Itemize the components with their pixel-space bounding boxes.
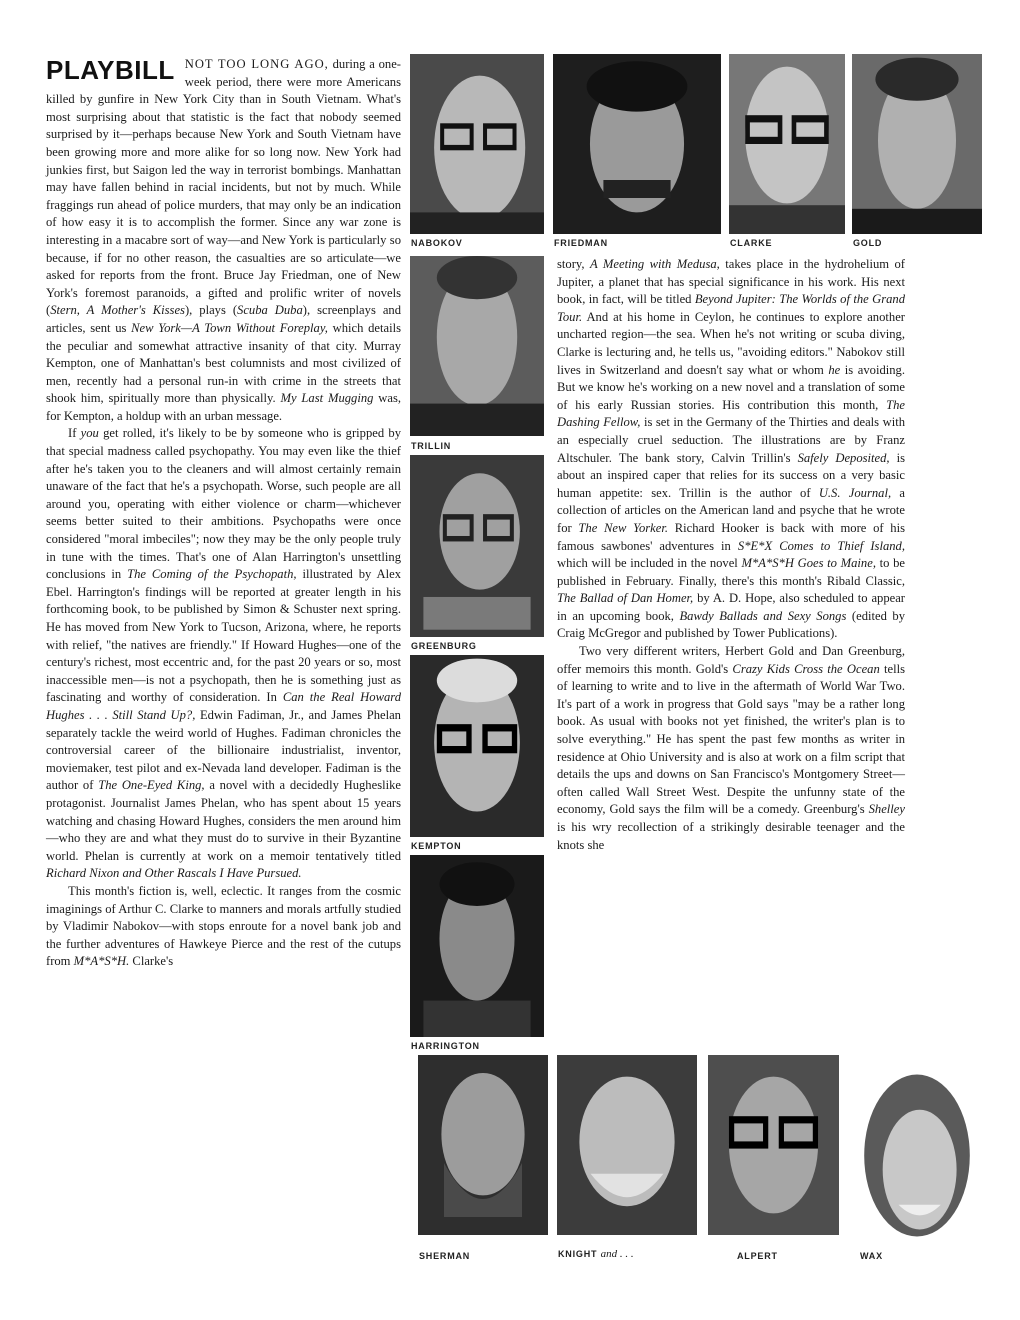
- text-run: And at his home in Ceylon, he continues to explore another uncharted region—the sea. When he's not writing or scuba diving, Clarke is lecturing and, he tells us, "avoiding editors." Nabokov still lives in Switzerland and doesn't say what or whom: [557, 309, 905, 377]
- text-run: is about an inspired caper that relies for its success on a very basic human appetite: sex. Trillin is the author of: [557, 450, 905, 500]
- caption-clarke: CLARKE: [730, 238, 773, 248]
- italic-title: M*A*S*H.: [73, 954, 130, 969]
- text-run: is his wry recollection of a strikingly desirable teenager and the knots she: [557, 820, 905, 852]
- left-column: [46, 56, 401, 971]
- caption-knight-name: KNIGHT: [558, 1249, 598, 1259]
- text-run: (edited by Craig McGregor and published by Tower Publications).: [557, 608, 905, 641]
- italic-title: The Ballad of Dan Homer,: [557, 591, 694, 606]
- text-run: tells of learning to write and to live in the aftermath of World War Two. It's part of a work in progress that Gold says "may be a rather long book. As usual with books not yet finished, the writer's plan is to solve everything." He has spent the past few months as writer in residence at Ohio University and is also at work on a film script that details the ups and downs on San Francisco's Montgomery Street—often called Wall Street West. Despite the unfunny state of the economy, Gold says the film will be a comedy. Greenburg's: [557, 661, 905, 817]
- italic-title: A Meeting with Medusa,: [589, 257, 720, 271]
- text-run: which will be included in the novel: [557, 556, 742, 571]
- photo-wax: [851, 1064, 983, 1240]
- text-run: Two very different writers, Herbert Gold and Dan Greenburg, offer memoirs this month. Gold's: [557, 644, 905, 676]
- italic-title: Bawdy Ballads and Sexy Songs: [679, 608, 847, 623]
- photo-nabokov: [410, 54, 544, 234]
- text-run: Edwin Fadiman, Jr., and James Phelan separately tackle the weird world of Hughes. Fadiman chronicles the controversial career of the billionaire industrialist, inventor, moviemaker, test pilot and ex-Nevada land developer. Fadiman is the author of: [46, 707, 401, 793]
- caption-knight: [558, 1248, 634, 1260]
- photo-friedman: [553, 54, 721, 234]
- text-run: get rolled, it's likely to be by someone who is gripped by that special madness called psychopathy. You may even like the thief after he's taken you to the cleaners and will almost certainly remain unaware of the fact that he's a psychopath. Worse, such people are all around you, operating with either violence or charm—whichever seems better suited to their ambitions. Psychopaths were once considered "moral imbeciles"; now they may be the only people truly in tune with the times. That's one of Alan Harrington's unsettling conclusions in: [46, 426, 401, 582]
- right-column: [557, 256, 905, 854]
- text-run: takes place in the hydrohelium of Jupiter, a planet that has special significance in his work. His next book, in fact, will be titled: [557, 257, 905, 307]
- masthead: PLAYBILL: [46, 55, 175, 85]
- text-run: which details the peculiar and somewhat attractive insanity of that city. Murray Kempton, one of Manhattan's best columnists and most civilized of men, recently had a personal run-in with crime in the streets that shook him, spiritually more than physically.: [46, 320, 401, 406]
- text-run: This month's fiction is, well, eclectic. It ranges from the cosmic imaginings of Arthur C. Clarke to manners and morals artfully studied by Vladimir Nabokov—with stops enroute for a novel bank job and the further adventures of Hawkeye Pierce and the rest of the cutups from: [46, 883, 401, 969]
- caption-trillin: TRILLIN: [411, 441, 452, 451]
- caption-gold: GOLD: [853, 238, 883, 248]
- caption-harrington: HARRINGTON: [411, 1041, 480, 1051]
- italic-title: Scuba Duba: [237, 303, 303, 318]
- photo-knight: [557, 1055, 697, 1235]
- text-run: to be published in February. Finally, there's this month's Ribald Classic,: [557, 556, 905, 588]
- text-run: ), screenplays and articles, sent us: [46, 303, 401, 335]
- text-run: illustrated by Alex Ebel. Harrington's findings will be reported at greater length in his forthcoming book, to be published by Simon & Schuster next spring. He has moved from New York to Tucson, Arizona, where, he reports with relief, "the natives are friendly." If Howard Hughes—one of the century's richest, most eccentric and, for the past 20 years or so, most inaccessible men—is not a psychopath, then he is something just as fascinating and worthy of consideration. In: [46, 567, 402, 705]
- caption-kempton: KEMPTON: [411, 841, 462, 851]
- italic-title: Can the Real Howard Hughes . . . Still Stand Up?,: [46, 690, 401, 722]
- photo-trillin: [410, 256, 544, 436]
- text-run: story,: [557, 257, 590, 271]
- italic-title: New York—A Town Without Foreplay,: [131, 320, 328, 335]
- text-run: is avoiding. But we know he's working on a new novel and a translation of some of his early Russian stories. His contribution this month,: [557, 362, 905, 412]
- italic-title: you: [80, 426, 99, 441]
- photo-clarke: [729, 54, 845, 234]
- photo-gold: [852, 54, 982, 234]
- italic-title: S*E*X Comes to Thief Island,: [737, 538, 905, 553]
- italic-title: My Last Mugging: [280, 391, 374, 406]
- italic-title: Richard Nixon and Other Rascals I Have Pursued.: [46, 866, 302, 881]
- text-run: during a one-week period, there were more Americans killed by gunfire in New York City than in South Vietnam. What's most surprising about that statistic is the fact that nobody seemed surprised by it—perhaps because New York and South Vietnam have been growing more and more alike for so long now. New York had junkies first, but Saigon led the way in terrorist bombings. Manhattan may have fallen behind in racial incidents, but not by much. While fraggings run ahead of police murders, that may only be an indication of how easy it is to accomplish the former. Since any war zone is interesting in a macabre sort of way—and New York is particularly so because, if for no other reason, the casualties are so articulate—we asked for reports from the front. Bruce Jay Friedman, one of New York's foremost paranoids, a gifted and prolific writer of novels (: [46, 57, 401, 318]
- text-run: a novel with a decidedly Hugheslike protagonist. Journalist James Phelan, who has spent about 15 years watching and chasing Howard Hughes, considers the men around him—who they are and what they must do to survive in their Byzantine world. Phelan is currently at work on a memoir tentatively titled: [46, 778, 401, 863]
- caption-greenburg: GREENBURG: [411, 641, 477, 651]
- italic-title: Safely Deposited,: [797, 450, 890, 465]
- italic-title: Stern, A Mother's Kisses: [50, 303, 185, 318]
- italic-title: M*A*S*H Goes to Maine,: [741, 556, 876, 571]
- photo-harrington: [410, 855, 544, 1037]
- caption-friedman: FRIEDMAN: [554, 238, 608, 248]
- text-run: by A. D. Hope, also scheduled to appear in an upcoming book,: [557, 591, 905, 623]
- lead-in: NOT TOO LONG AGO,: [184, 57, 329, 71]
- text-run: If: [68, 426, 81, 441]
- text-run: is set in the Germany of the Thirties and deals with an especially cruel seduction. The illustrations are by Franz Altschuler. The bank story, Calvin Trillin's: [557, 415, 905, 465]
- italic-title: Shelley: [868, 802, 905, 817]
- caption-knight-and: and . . .: [600, 1248, 634, 1260]
- italic-title: The New Yorker.: [578, 520, 668, 535]
- paragraph-4: [557, 256, 905, 643]
- photo-alpert: [708, 1055, 839, 1235]
- italic-title: The Dashing Fellow,: [557, 397, 905, 430]
- paragraph-1: [46, 56, 401, 425]
- photo-sherman: [418, 1055, 548, 1235]
- text-run: was, for Kempton, a holdup with an urban message.: [46, 391, 401, 423]
- italic-title: Beyond Jupiter: The Worlds of the Grand Tour.: [557, 292, 905, 324]
- paragraph-3: [46, 883, 401, 971]
- italic-title: The One-Eyed King,: [98, 778, 205, 793]
- text-run: Clarke's: [129, 954, 174, 969]
- caption-nabokov: NABOKOV: [411, 238, 463, 248]
- italic-title: Crazy Kids Cross the Ocean: [732, 661, 880, 676]
- caption-alpert: ALPERT: [737, 1251, 778, 1261]
- italic-title: U.S. Journal,: [818, 485, 892, 500]
- caption-sherman: SHERMAN: [419, 1251, 471, 1261]
- caption-wax: WAX: [860, 1251, 883, 1261]
- text-run: Richard Hooker is back with more of his famous sawbones' adventures in: [557, 520, 905, 553]
- paragraph-2: [46, 425, 401, 882]
- text-run: a collection of articles on the American land and psyche that he wrote for: [557, 485, 905, 535]
- paragraph-5: [557, 643, 905, 854]
- photo-greenburg: [410, 455, 544, 637]
- photo-kempton: [410, 655, 544, 837]
- italic-title: he: [828, 362, 841, 377]
- italic-title: The Coming of the Psychopath,: [127, 567, 297, 582]
- text-run: ), plays (: [184, 303, 238, 318]
